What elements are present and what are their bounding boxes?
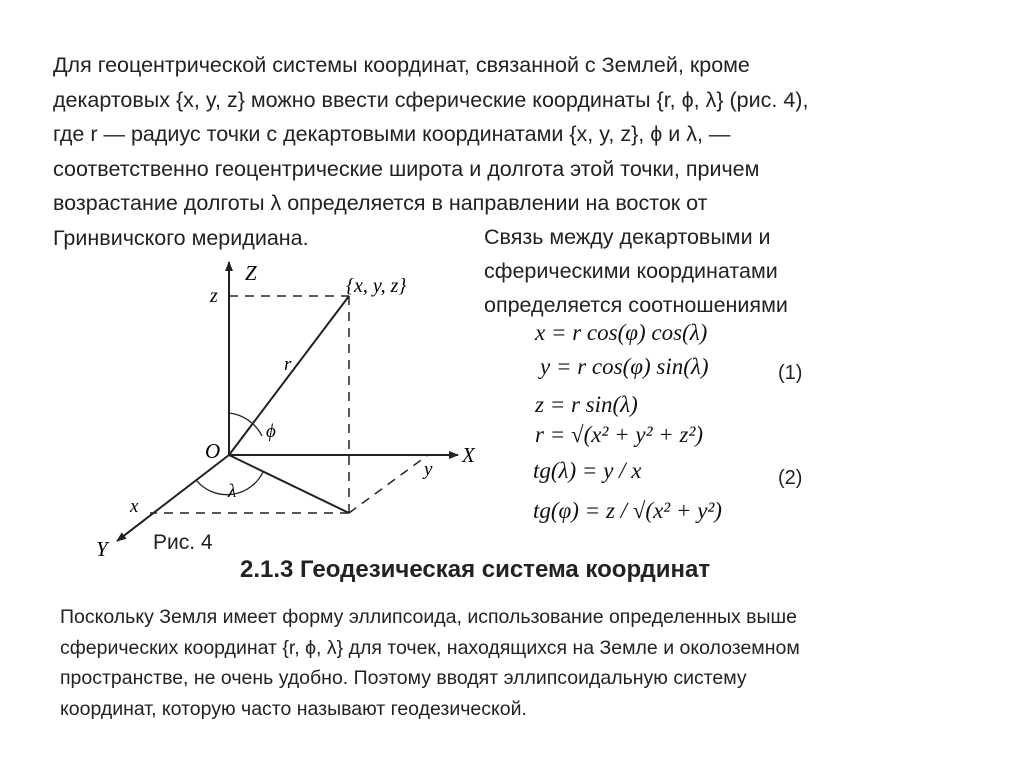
z-tick-label: z (210, 285, 218, 307)
point-label: {x, y, z} (346, 275, 407, 297)
outro-line: Поскольку Земля имеет форму эллипсоида, использование определенных выше (60, 606, 798, 628)
intro-line: декартовых {x, y, z} можно ввести сферические координаты {r, ϕ, λ} (рис. 4), (53, 87, 809, 112)
y-parallel-dash (349, 455, 428, 513)
formula-x: x = r cos(φ) cos(λ) (535, 320, 708, 345)
equation-number-1: (1) (778, 362, 803, 384)
phi-label: ϕ (266, 421, 276, 442)
projection-line (229, 455, 349, 513)
y-axis-label: Y (96, 537, 108, 561)
figure-caption: Рис. 4 (153, 531, 213, 554)
relation-line: Связь между декартовыми и (484, 225, 771, 249)
lambda-label: λ (228, 481, 237, 502)
intro-line: Для геоцентрической системы координат, связанной с Землей, кроме (53, 53, 750, 77)
formula-r: r = √(x² + y² + z²) (535, 422, 704, 447)
intro-line: возрастание долготы λ определяется в направлении на восток от (53, 191, 708, 215)
intro-line: соответственно геоцентрические широта и долгота этой точки, причем (53, 156, 760, 181)
intro-line: где r — радиус точки с декартовыми координатами {x, y, z}, ϕ и λ, — (53, 122, 731, 146)
outro-line: пространстве, не очень удобно. Поэтому вводят эллипсоидальную систему (60, 667, 747, 689)
x-tick-label: x (130, 496, 139, 517)
formula-tg-lambda: tg(λ) = y / x (533, 458, 642, 483)
relation-line: определяется соотношениями (484, 293, 788, 317)
outro-paragraph (60, 602, 980, 724)
r-label: r (284, 354, 292, 375)
formula-tg-phi: tg(φ) = z / √(x² + y²) (533, 498, 722, 523)
relation-line: сферическими координатами (484, 259, 778, 283)
equation-number-2: (2) (778, 467, 803, 489)
origin-label: O (205, 439, 221, 463)
y-tick-label: y (424, 459, 433, 480)
section-title: 2.1.3 Геодезическая система координат (240, 556, 711, 583)
outro-line: координат, которую часто называют геодезической. (60, 697, 527, 720)
outro-line: сферических координат {r, ϕ, λ} для точек, находящихся на Земле и околоземном (60, 636, 800, 659)
x-axis-label: X (462, 443, 475, 467)
formula-z: z = r sin(λ) (535, 392, 638, 417)
r-vector (229, 296, 349, 455)
formula-y: y = r cos(φ) sin(λ) (540, 354, 709, 379)
intro-line: Гринвичского меридиана. (53, 225, 309, 250)
relation-text (484, 220, 904, 322)
z-axis-label: Z (245, 261, 257, 285)
coordinate-figure (96, 255, 500, 565)
